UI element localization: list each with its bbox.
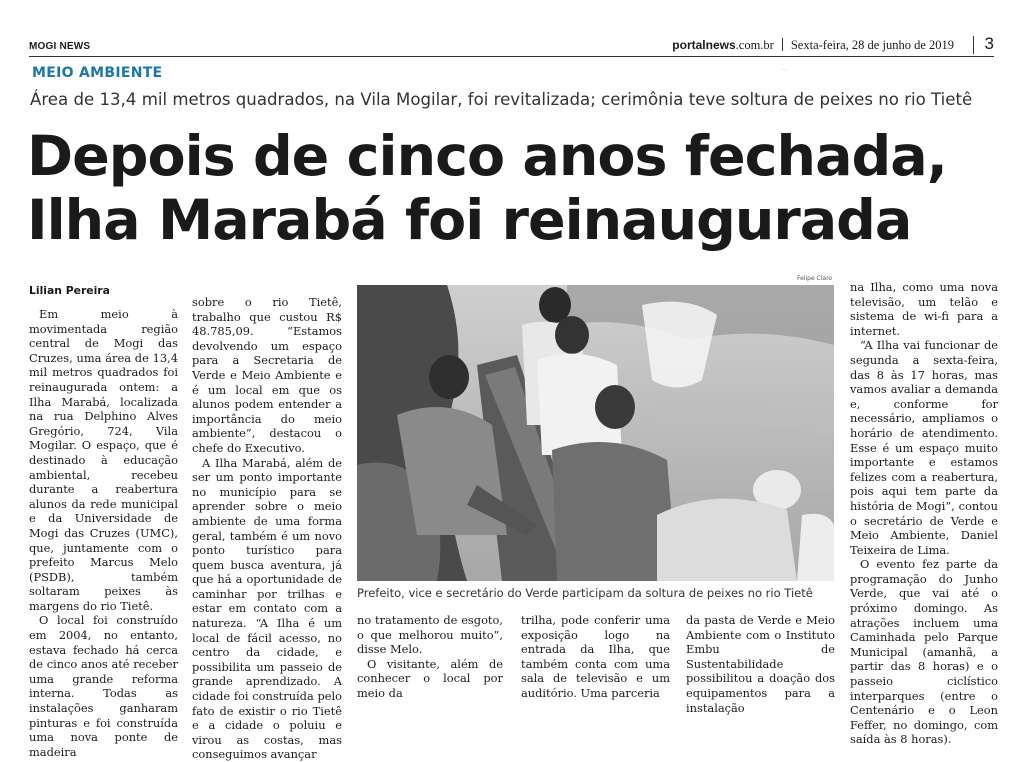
- paragraph: “A Ilha vai funcionar de segunda a sexta-feira, das 8 às 17 horas, mas vamos avaliar a demanda e, conforme for necessário, ampliamos o horário de atendimento. Esse é um espaço muito importante e estamos felizes com a reabertura, pois aqui tem parte da história de Mogi”, contou o secretário de Verde e Meio Ambiente, Daniel Teixeira de Lima.: [850, 338, 998, 557]
- print-mark: ·· ·: [782, 67, 789, 73]
- photo-caption: Prefeito, vice e secretário do Verde participam da soltura de peixes no rio Tietê: [357, 586, 813, 600]
- kicker: Área de 13,4 mil metros quadrados, na Vila Mogilar, foi revitalizada; cerimônia teve soltura de peixes no rio Tietê: [30, 90, 973, 109]
- header-info: [672, 38, 954, 53]
- paragraph: Em meio à movimentada região central de Mogi das Cruzes, uma área de 13,4 mil metros quadrados foi reinaugurada ontem: a Ilha Marabá, localizada na rua Delphino Alves Gregório, 724, Vila Mogilar. O espaço, que é destinado à educação ambiental, recebeu durante a reabertura alunos da rede municipal e da Universidade de Mogi das Cruzes (UMC), que, juntamente com o prefeito Marcus Melo (PSDB), também soltaram peixes às margens do rio Tietê.: [29, 307, 178, 613]
- site-name: portalnews: [672, 38, 736, 52]
- article-column-3: [357, 613, 503, 701]
- article-column-5: [686, 613, 835, 715]
- section-label: MEIO AMBIENTE: [32, 65, 163, 81]
- headline-line-1: Depois de cinco anos fechada,: [27, 124, 947, 189]
- paragraph: da pasta de Verde e Meio Ambiente com o Instituto Embu de Sustentabilidade possibilitou a doação dos equipamentos para a instalação: [686, 613, 835, 715]
- site-domain: .com.br: [735, 38, 774, 52]
- article-column-1: [29, 307, 178, 759]
- publication-name: MOGI NEWS: [29, 41, 91, 52]
- paragraph: no tratamento de esgoto, o que melhorou muito”, disse Melo.: [357, 613, 503, 657]
- headline: [27, 125, 1002, 253]
- byline: Lilian Pereira: [29, 284, 110, 297]
- page-number: 3: [984, 34, 994, 53]
- paragraph: O visitante, além de conhecer o local por meio da: [357, 656, 503, 700]
- article-column-6: [850, 280, 998, 747]
- headline-line-2: Ilha Marabá foi reinaugurada: [27, 188, 912, 253]
- issue-date: Sexta-feira, 28 de junho de 2019: [790, 38, 954, 52]
- paragraph: O evento fez parte da programação do Junho Verde, que vai até o próximo domingo. As atrações incluem uma Caminhada pelo Parque Municipal (amanhã, a partir das 8 horas) e o passeio ciclístico interparques (entre o Centenário e o Leon Feffer, no domingo, com saída às 8 horas).: [850, 557, 998, 747]
- paragraph: sobre o rio Tietê, trabalho que custou R$ 48.785,09. “Estamos devolvendo um espaço para a Secretaria de Verde e Meio Ambiente e é um local em que os alunos podem entender a importância do meio ambiente”, destacou o chefe do Executivo.: [192, 295, 342, 455]
- photo-credit: Felipe Claro: [797, 275, 833, 282]
- article-column-2: [192, 295, 342, 762]
- paragraph: trilha, pode conferir uma exposição logo na entrada da Ilha, que também conta com uma sala de televisão e um auditório. Uma parceria: [521, 613, 670, 700]
- header-rule: [29, 56, 994, 57]
- paragraph: na Ilha, como uma nova televisão, um telão e sistema de wi-fi para a internet.: [850, 280, 998, 338]
- header-separator: [782, 38, 783, 51]
- article-column-4: [521, 613, 670, 701]
- photo-illustration: [357, 285, 834, 581]
- paragraph: O local foi construído em 2004, no entanto, estava fechado há cerca de cinco anos até receber uma grande reforma interna. Todas as instalações ganharam pinturas e foi construída uma nova ponte de madeira: [29, 613, 178, 759]
- article-photo: [357, 285, 834, 581]
- paragraph: A Ilha Marabá, além de ser um ponto importante no município para se aprender sobre o meio ambiente de uma forma geral, também é um novo ponto turístico para quem busca aventura, já que há a oportunidade de caminhar por trilhas e estar em contato com a natureza. “A Ilha é um local de fácil acesso, no centro da cidade, e possibilita um passeio de grande aprendizado. A cidade foi construída pelo fato de existir o rio Tietê e a cidade o poluiu e virou as costas, mas conseguimos avançar: [192, 455, 342, 762]
